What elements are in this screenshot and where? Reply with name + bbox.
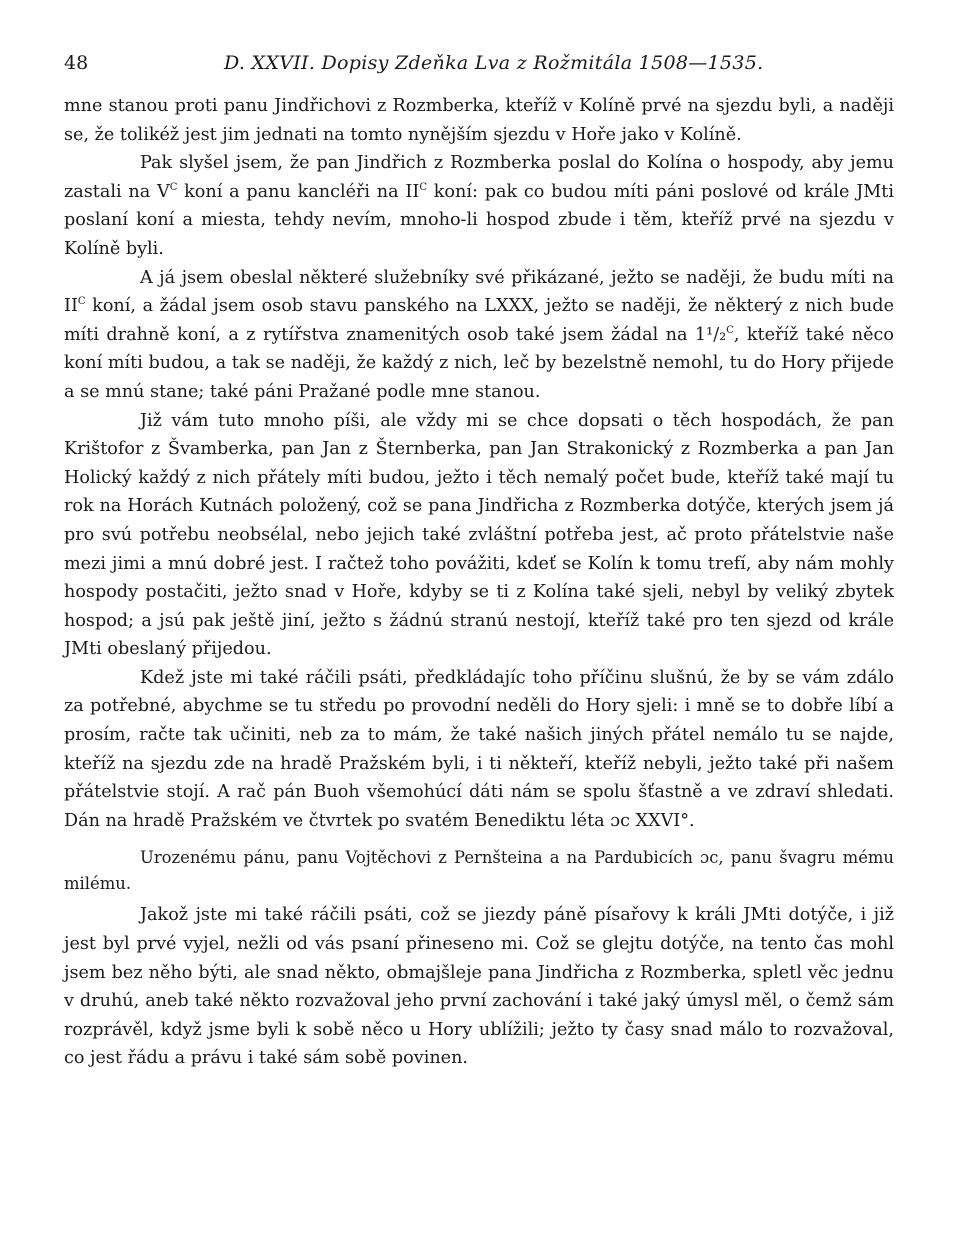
paragraph-text: koní, a žádal jsem osob stavu panského na LXXX, ježto se naději, že některý z nich bude míti drahně koní, a z rytířstva znamenitých osob také jsem žádal na 1 — [64, 296, 894, 345]
ordinal-marker: C — [726, 324, 734, 336]
running-head: D. XXVII. Dopisy Zdeňka Lva z Rožmitála 1508—1535. — [224, 52, 764, 74]
letter-address: Urozenému pánu, panu Vojtěchovi z Pernšteina a na Pardubicích ɔc, panu švagru mému milému. — [64, 848, 894, 894]
paragraph-text: A já jsem obeslal některé služebníky své přikázané, ježto se naději, že budu míti na II — [64, 267, 894, 317]
paragraph-kdez: Kdež jste mi také ráčili psáti, předkládajíc toho příčinu slušnú, že by se vám zdálo za potřebné, abychme se tu středu po provodní neděli do Hory sjeli: i mně se to dobře líbí a prosím, račte tak učiniti, neb za to mám, že také našich jiných přátel nemálo tu se najde, kteříž na sjezdu zde na hradě Pražském byli, i ti někteří, kteříž nebyli, ježto také při našem přátelstvie stojí. A rač pán Buoh všemohúcí dáti nám se spolu šťastně a ve zdraví shledati. Dán na hradě Pražském ve čtvrtek po svatém Benediktu léta ɔc XXVI°. — [64, 667, 894, 831]
paragraph-continuation: mne stanou proti panu Jindřichovi z Rozmberka, kteříž v Kolíně prvé na sjezdu byli, a naději se, že tolikéž jest jim jednati na tomto nynějším sjezdu v Hoře jako v Kolíně. — [64, 96, 894, 145]
paragraph-text: , kteříž také něco koní míti budou, a tak se naději, že každý z nich, leč by bezelstně nemohl, tu do Hory přijede a se mnú stane; také páni Pražané podle mne stanou. — [64, 324, 894, 402]
paragraph-pisi: Již vám tuto mnoho píši, ale vždy mi se chce dopsati o těch hospodách, že pan Krištofor z Švamberka, pan Jan z Šternberka, pan Jan Strakonický z Rozmberka a pan Jan Holický každý z nich přátely míti budou, ježto i těch nemalý počet bude, kteříž také mají tu rok na Horách Kutnách položený, což se pana Jindřicha z Rozmberka dotýče, kterých jsem já pro svú potřebu neobsélal, nebo jejich také zvláštní potřeba jest, ač proto přátelstvie naše mezi jimi a mnú dobré jest. I račtež toho povážiti, kdeť se Kolín k tomu trefí, aby nám mohly hospody postačiti, ježto snad v Hoře, kdyby se ti z Kolína také sjeli, nebyl by veliký zbytek hospod; a jsú pak ještě jiní, ježto s žádnú stranú nestojí, kteříž také pro ten sjezd od krále JMti obeslaný přijedou. — [64, 410, 894, 660]
page-header — [64, 42, 894, 78]
ordinal-marker: C — [169, 181, 178, 193]
paragraph-text: koní: pak co budou míti páni poslové od krále JMti poslaní koní a miesta, tehdy nevím, mnoho-li hospod zbude i těm, kteříž prvé na sjezdu v Kolíně byli. — [64, 181, 895, 259]
document-body — [64, 92, 894, 1073]
paragraph-obeslal — [64, 264, 894, 407]
fraction: ¹/₂ — [706, 324, 727, 345]
paragraph-jakoz: Jakož jste mi také ráčili psáti, což se jiezdy páně písařovy k králi JMti dotýče, i již jest byl prvé vyjel, nežli od vás psaní přineseno mi. Což se glejtu dotýče, na tento čas mohl jsem bez něho býti, ale snad někto, obmajšleje pana Jindřicha z Rozmberka, spletl věc jednu v druhú, aneb také někto rozvažoval jeho první zachování i také jaký úmysl měl, o čemž sám rozprávěl, když jsme byli k sobě něco u Hory ublížili; ježto ty časy snad málo to rozvažoval, co jest řádu a právu i také sám sobě povinen. — [64, 905, 894, 1069]
ordinal-marker: C — [419, 181, 427, 193]
paragraph-text: Pak slyšel jsem, že pan Jindřich z Rozmberka poslal do Kolína o hospody, aby jemu zastali na V — [64, 153, 894, 202]
page-number: 48 — [64, 52, 89, 74]
paragraph-text: koní a panu kancléři na II — [177, 181, 420, 202]
ordinal-marker: C — [77, 296, 86, 308]
paragraph-hospody — [64, 149, 894, 263]
